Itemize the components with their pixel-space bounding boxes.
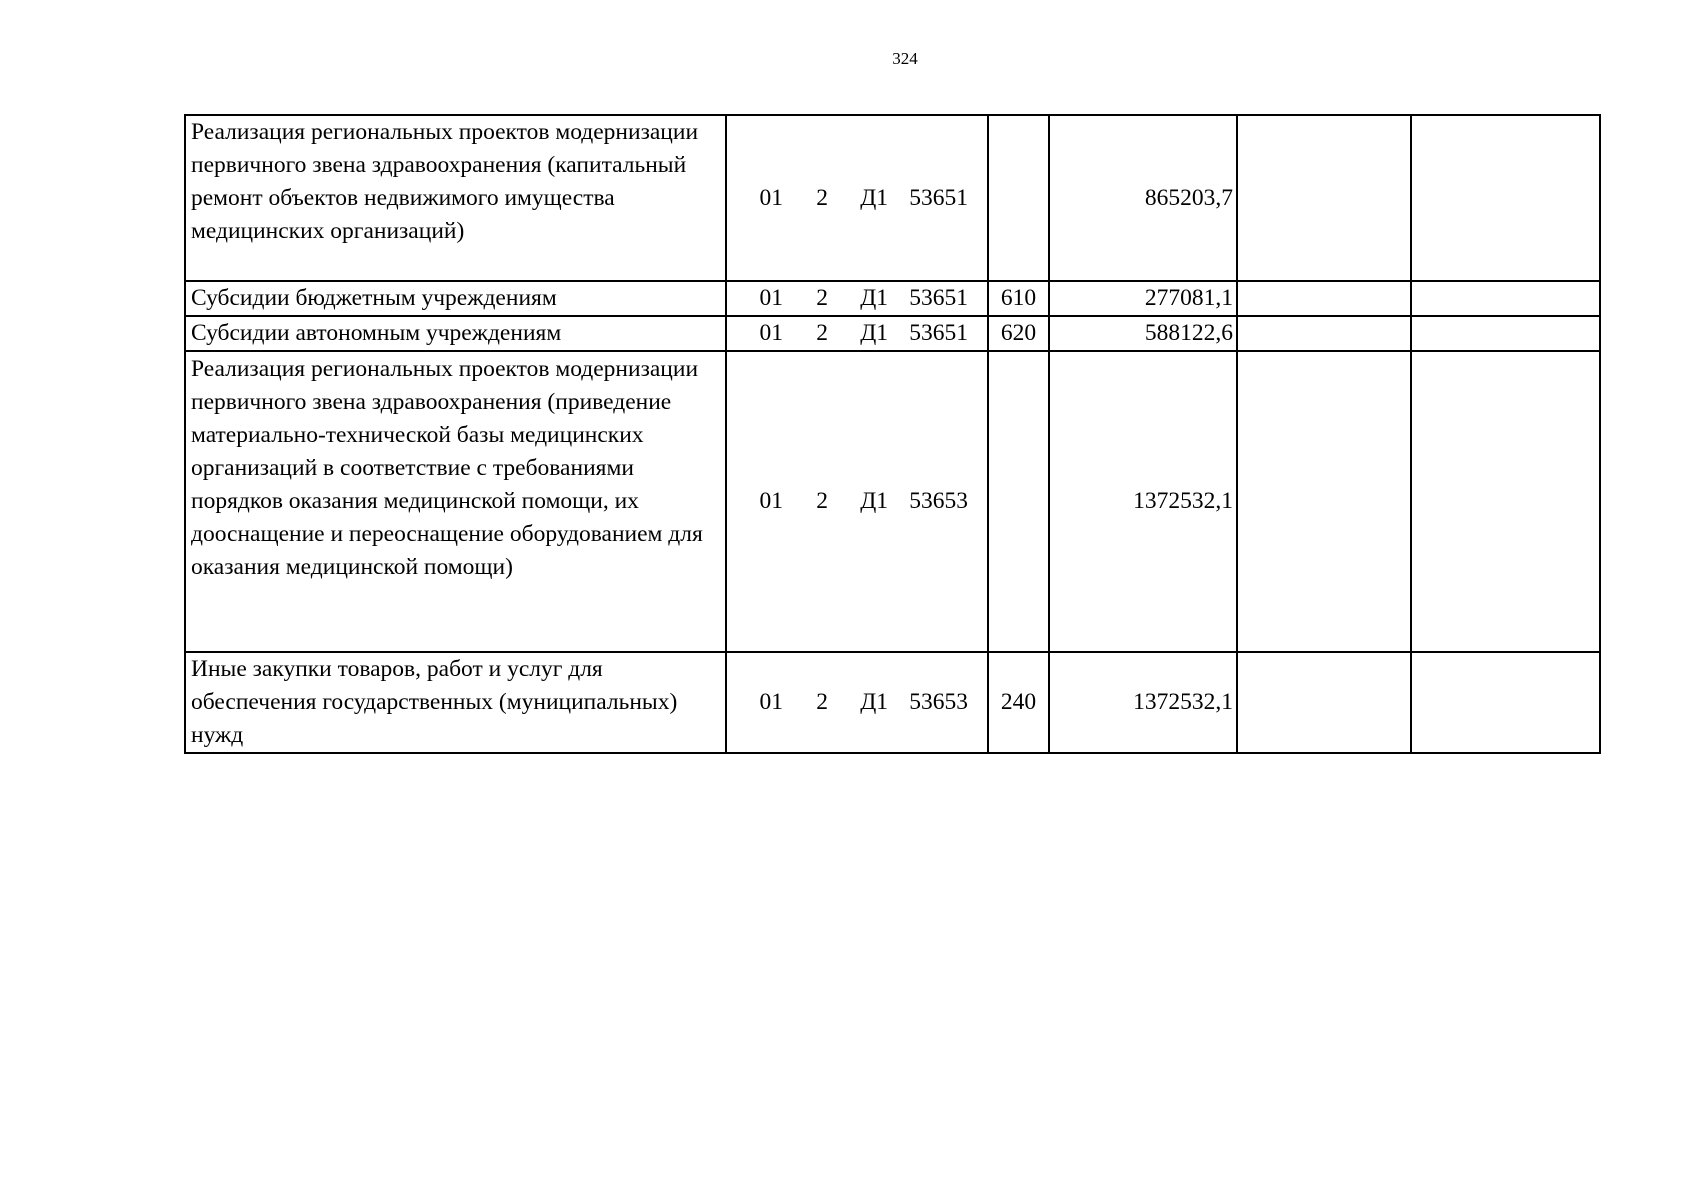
amount: 865203,7: [1049, 115, 1237, 281]
budget-table: [184, 114, 1601, 754]
empty-cell: [1237, 351, 1411, 652]
code-cell: [726, 351, 988, 652]
amount: 277081,1: [1049, 281, 1237, 316]
expense-type-code: 240: [988, 652, 1049, 753]
empty-cell: [1237, 281, 1411, 316]
row-name: Субсидии автономным учреждениям: [185, 316, 726, 351]
direction-code: Д1: [860, 488, 888, 514]
code-cell: [726, 652, 988, 753]
code-cell: [726, 316, 988, 351]
empty-cell: [1411, 351, 1600, 652]
amount: 1372532,1: [1049, 652, 1237, 753]
table-row: [185, 351, 1600, 652]
empty-cell: [1411, 115, 1600, 281]
program-code: 01: [759, 320, 783, 346]
code-cell: [726, 281, 988, 316]
item-code: 53653: [909, 488, 968, 514]
expense-type-code: [988, 115, 1049, 281]
program-code: 01: [759, 488, 783, 514]
expense-type-code: 620: [988, 316, 1049, 351]
table-row: [185, 316, 1600, 351]
direction-code: Д1: [860, 320, 888, 346]
table-row: [185, 652, 1600, 753]
empty-cell: [1411, 652, 1600, 753]
code-cell: [726, 115, 988, 281]
program-code: 01: [759, 285, 783, 311]
subprogram-code: 2: [816, 488, 828, 514]
empty-cell: [1237, 316, 1411, 351]
table-row: [185, 115, 1600, 281]
empty-cell: [1411, 316, 1600, 351]
subprogram-code: 2: [816, 184, 828, 211]
row-name: Иные закупки товаров, работ и услуг для обеспечения государственных (муниципальных) нужд: [185, 652, 726, 753]
amount: 1372532,1: [1049, 351, 1237, 652]
table-row: [185, 281, 1600, 316]
expense-type-code: 610: [988, 281, 1049, 316]
empty-cell: [1237, 115, 1411, 281]
row-name: Реализация региональных проектов модернизации первичного звена здравоохранения (приведение материально-технической базы медицинских организаций в соответствие с требованиями порядков оказания медицинской помощи, их дооснащение и переоснащение оборудованием для оказания медицинской помощи): [185, 351, 726, 652]
direction-code: Д1: [860, 285, 888, 311]
program-code: 01: [759, 689, 783, 715]
item-code: 53653: [909, 689, 968, 715]
item-code: 53651: [909, 285, 968, 311]
direction-code: Д1: [860, 184, 888, 211]
item-code: 53651: [909, 184, 968, 211]
subprogram-code: 2: [816, 320, 828, 346]
page-number: 324: [892, 49, 918, 68]
program-code: 01: [759, 184, 783, 211]
empty-cell: [1237, 652, 1411, 753]
expense-type-code: [988, 351, 1049, 652]
empty-cell: [1411, 281, 1600, 316]
subprogram-code: 2: [816, 689, 828, 715]
row-name: Субсидии бюджетным учреждениям: [185, 281, 726, 316]
row-name: Реализация региональных проектов модернизации первичного звена здравоохранения (капитальный ремонт объектов недвижимого имущества медицинских организаций): [185, 115, 726, 281]
item-code: 53651: [909, 320, 968, 346]
amount: 588122,6: [1049, 316, 1237, 351]
subprogram-code: 2: [816, 285, 828, 311]
direction-code: Д1: [860, 689, 888, 715]
